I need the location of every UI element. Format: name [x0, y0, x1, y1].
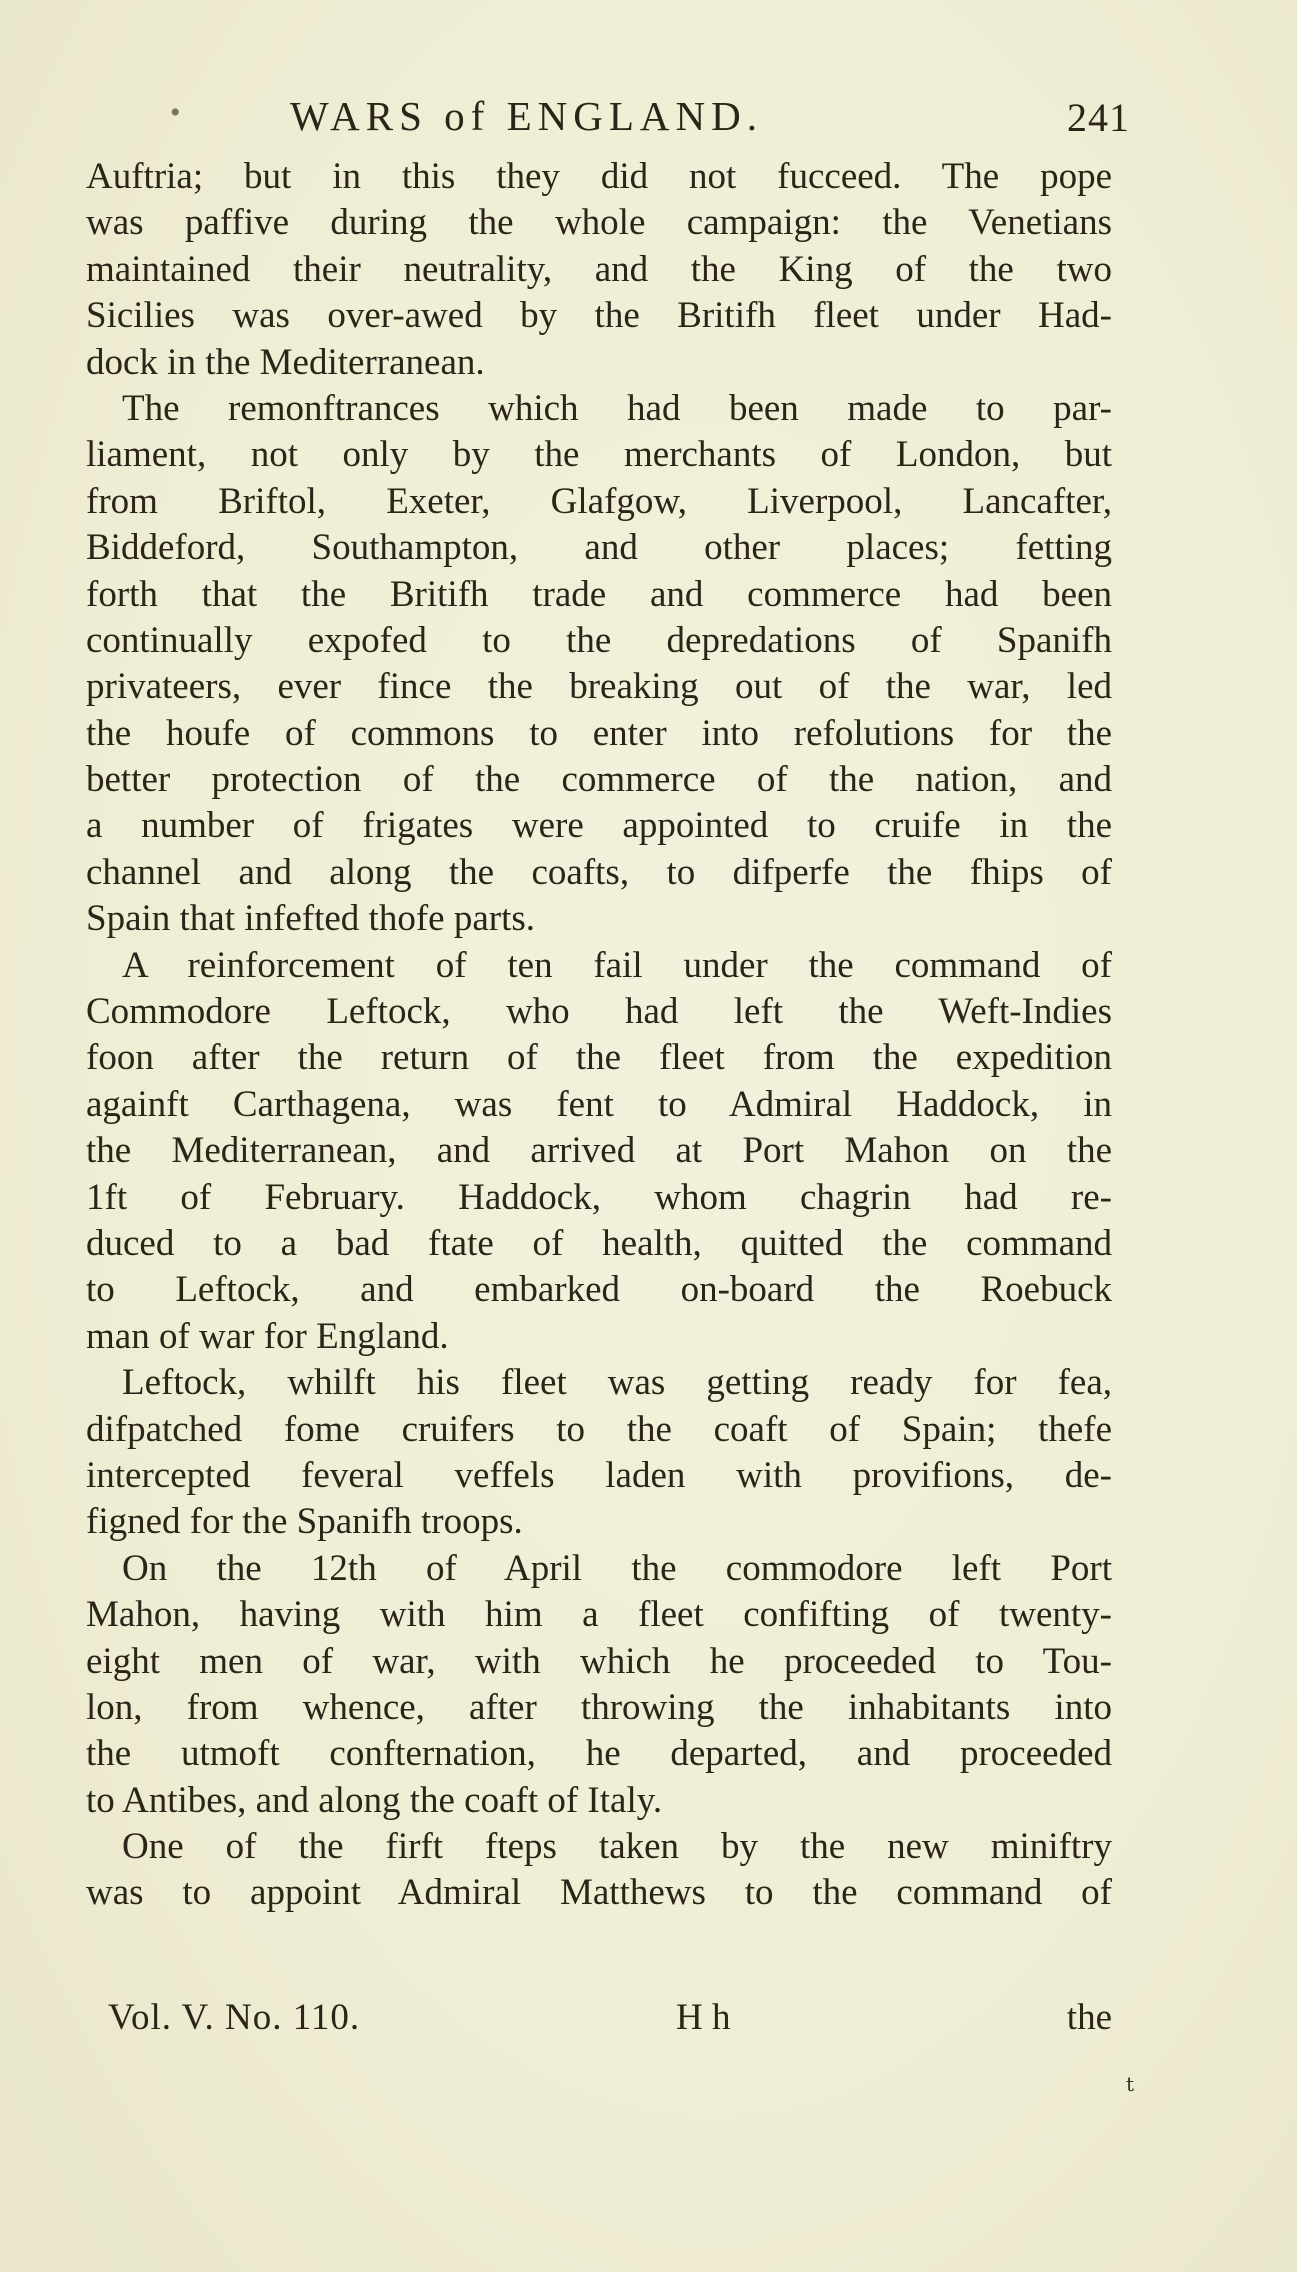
- text-line: On the 12th of April the commodore left Port: [122, 1547, 1112, 1589]
- signature-mark: H h: [676, 1997, 731, 2038]
- text-line: man of war for England.: [86, 1315, 449, 1357]
- text-line: Sicilies was over-awed by the Britifh fleet under Had-: [86, 295, 1112, 337]
- text-line: 1ft of February. Haddock, whom chagrin had re-: [86, 1176, 1112, 1218]
- text-line: was to appoint Admiral Matthews to the command of: [86, 1872, 1112, 1914]
- text-line: duced to a bad ftate of health, quitted the command: [86, 1222, 1112, 1264]
- text-line: difpatched fome cruifers to the coaft of Spain; thefe: [86, 1408, 1112, 1450]
- text-line: intercepted feveral veffels laden with provifions, de-: [86, 1454, 1112, 1496]
- text-line: liament, not only by the merchants of London, but: [86, 434, 1112, 476]
- text-line: Spain that infefted thofe parts.: [86, 898, 536, 940]
- text-line: Commodore Leftock, who had left the Weft-Indies: [86, 991, 1112, 1033]
- text-line: Auftria; but in this they did not fucceed. The pope: [86, 156, 1112, 197]
- text-line: better protection of the commerce of the nation, and: [86, 759, 1112, 801]
- page-footer: [108, 1996, 1112, 2046]
- running-header: [170, 92, 1130, 148]
- page-number: 241: [1067, 95, 1130, 140]
- text-line: Mahon, having with him a fleet confifting of twenty-: [86, 1594, 1112, 1636]
- text-line: The remonftrances which had been made to par-: [122, 387, 1112, 429]
- text-line: a number of frigates were appointed to cruife in the: [86, 805, 1112, 847]
- text-line: the utmoft confternation, he departed, and proceeded: [86, 1733, 1112, 1775]
- body-text: [86, 154, 1112, 1917]
- text-line: Leftock, whilft his fleet was getting ready for fea,: [122, 1362, 1112, 1404]
- text-line: foon after the return of the fleet from the expedition: [86, 1037, 1112, 1079]
- text-line: privateers, ever fince the breaking out of the war, led: [86, 666, 1112, 708]
- text-line: One of the firft fteps taken by the new miniftry: [122, 1826, 1112, 1868]
- volume-number: Vol. V. No. 110.: [108, 1997, 361, 2038]
- text-line: maintained their neutrality, and the King of the two: [86, 248, 1112, 290]
- text-line: the houfe of commons to enter into refolutions for the: [86, 712, 1112, 754]
- text-line: was paffive during the whole campaign: the Venetians: [86, 202, 1112, 244]
- text-line: channel and along the coafts, to difperfe the fhips of: [86, 851, 1112, 893]
- text-line: lon, from whence, after throwing the inhabitants into: [86, 1686, 1112, 1728]
- running-title: WARS of ENGLAND.: [290, 93, 763, 139]
- header-ornament: •: [170, 96, 187, 129]
- text-line: figned for the Spanifh troops.: [86, 1501, 523, 1543]
- text-line: eight men of war, with which he proceeded to Tou-: [86, 1640, 1112, 1682]
- text-line: to Leftock, and embarked on-board the Roebuck: [86, 1269, 1112, 1311]
- ink-speck: t: [1126, 2072, 1135, 2096]
- text-line: Biddeford, Southampton, and other places; fetting: [86, 527, 1112, 569]
- text-line: from Briftol, Exeter, Glafgow, Liverpool, Lancafter,: [86, 480, 1112, 522]
- catchword: the: [1066, 1997, 1112, 2038]
- text-line: dock in the Mediterranean.: [86, 341, 485, 383]
- text-line: to Antibes, and along the coaft of Italy.: [86, 1779, 663, 1821]
- text-line: the Mediterranean, and arrived at Port Mahon on the: [86, 1130, 1112, 1172]
- text-line: forth that the Britifh trade and commerce had been: [86, 573, 1112, 615]
- text-line: againft Carthagena, was fent to Admiral Haddock, in: [86, 1083, 1112, 1125]
- text-line: A reinforcement of ten fail under the command of: [122, 944, 1112, 986]
- text-line: continually expofed to the depredations of Spanifh: [86, 619, 1112, 661]
